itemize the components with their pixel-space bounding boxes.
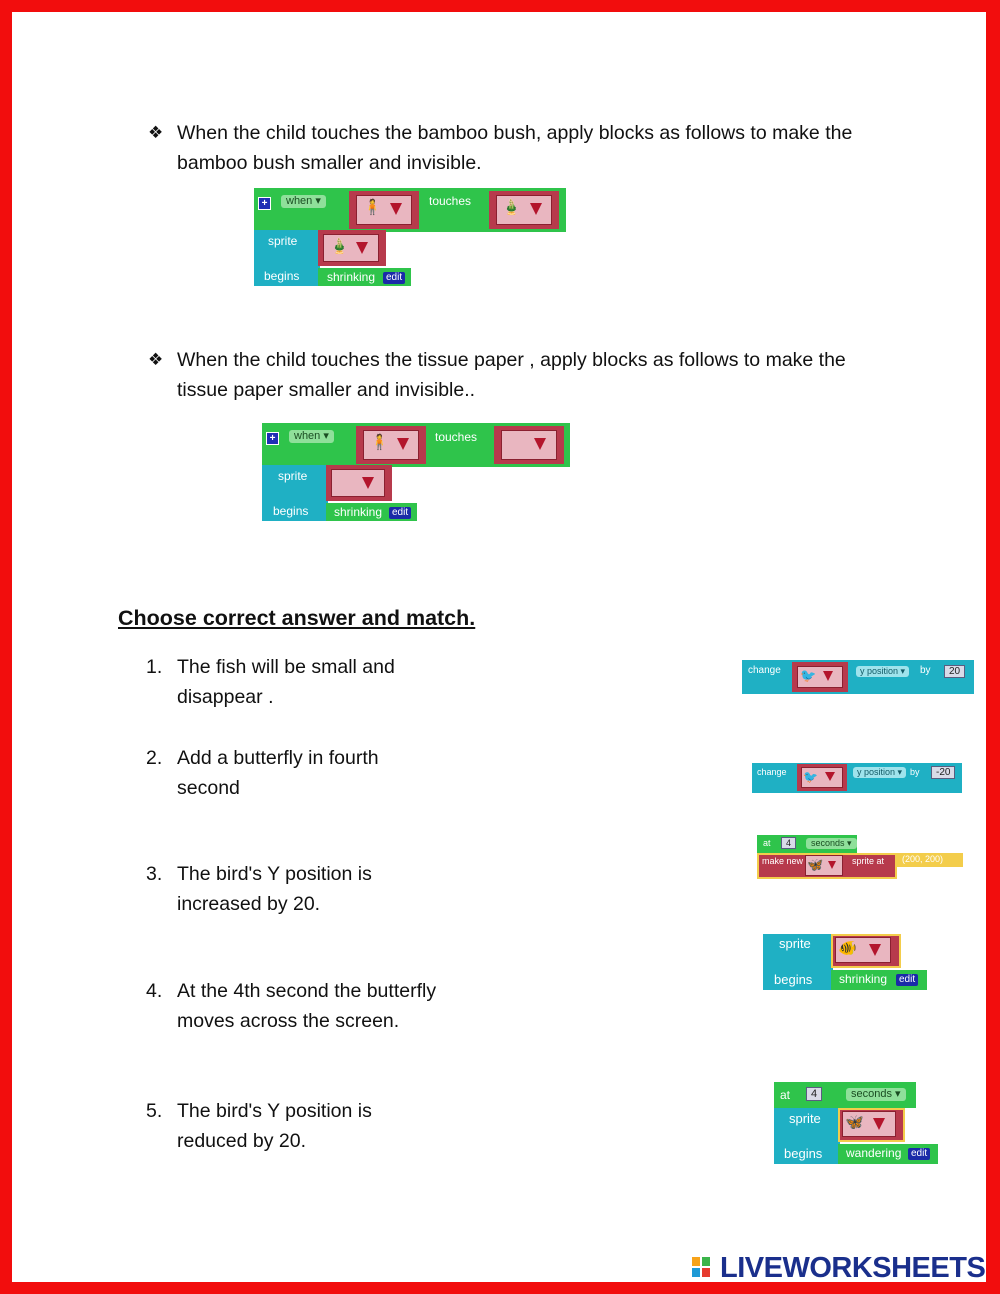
make-new-label: make new: [762, 856, 804, 866]
when-dropdown[interactable]: when ▾: [281, 195, 326, 208]
logo-square-icon: [702, 1257, 710, 1266]
at-label: at: [780, 1088, 791, 1102]
shrinking-label: shrinking: [334, 505, 383, 519]
dropdown-arrow-icon: [530, 203, 542, 215]
edit-button[interactable]: edit: [383, 272, 405, 284]
question-number: 2.: [146, 747, 163, 769]
logo-text: LIVEWORKSHEETS: [720, 1252, 986, 1284]
dropdown-arrow-icon: [356, 242, 368, 254]
coordinate-label: (200, 200): [902, 854, 944, 864]
edit-button[interactable]: edit: [908, 1148, 930, 1160]
touches-label: touches: [435, 430, 478, 444]
edit-button[interactable]: edit: [896, 974, 918, 986]
logo-square-icon: [692, 1268, 700, 1277]
edit-button[interactable]: edit: [389, 507, 411, 519]
question-text: The fish will be small and disappear .: [177, 656, 395, 708]
by-label: by: [920, 665, 931, 676]
by-label: by: [910, 767, 920, 777]
question-3: [146, 859, 446, 919]
logo-square-icon: [692, 1257, 700, 1266]
bird-sprite-icon: 🐦: [800, 668, 817, 683]
value-input[interactable]: 20: [944, 665, 965, 678]
bullet-diamond-icon: ❖: [148, 350, 164, 369]
at-label: at: [763, 838, 771, 848]
instruction-1: [148, 118, 878, 178]
value-input[interactable]: -20: [931, 766, 955, 779]
dropdown-arrow-icon: [823, 671, 833, 681]
bamboo-sprite-icon: 🎍: [502, 199, 521, 216]
bird-sprite-icon: 🐦: [803, 770, 818, 784]
dropdown-arrow-icon: [534, 438, 546, 450]
question-5: [146, 1096, 446, 1156]
logo-square-icon: [702, 1268, 710, 1277]
dropdown-arrow-icon: [825, 772, 835, 781]
question-number: 4.: [146, 980, 163, 1002]
dropdown-arrow-icon: [828, 861, 836, 869]
sprite-label: sprite: [779, 936, 811, 951]
seconds-dropdown[interactable]: seconds ▾: [806, 838, 857, 849]
add-icon[interactable]: +: [258, 197, 271, 210]
question-number: 5.: [146, 1100, 163, 1122]
question-text: The bird's Y position is increased by 20.: [177, 863, 372, 915]
dropdown-arrow-icon: [873, 1118, 885, 1130]
seconds-input[interactable]: 4: [806, 1087, 822, 1101]
question-1: [146, 652, 446, 712]
instruction-text: When the child touches the tissue paper , apply blocks as follows to make the tissue paper smaller and invisible..: [177, 349, 846, 401]
sprite-label: sprite: [268, 234, 298, 248]
begins-label: begins: [784, 1146, 823, 1161]
dropdown-arrow-icon: [869, 944, 881, 956]
dropdown-arrow-icon: [390, 203, 402, 215]
y-position-dropdown[interactable]: y position ▾: [856, 666, 909, 677]
tissue-sprite-icon: ▭: [507, 434, 522, 451]
sprite-label: sprite: [278, 469, 308, 483]
change-label: change: [757, 767, 787, 777]
when-dropdown[interactable]: when ▾: [289, 430, 334, 443]
sprite-label: sprite: [789, 1111, 821, 1126]
question-2: [146, 743, 446, 803]
seconds-input[interactable]: 4: [781, 837, 796, 849]
shrinking-label: shrinking: [839, 972, 888, 986]
instruction-text: When the child touches the bamboo bush, apply blocks as follows to make the bamboo bush smaller and invisible.: [177, 122, 853, 174]
add-icon[interactable]: +: [266, 432, 279, 445]
dropdown-arrow-icon: [397, 438, 409, 450]
begins-label: begins: [264, 269, 300, 283]
child-sprite-icon: 🧍: [370, 434, 389, 451]
dropdown-arrow-icon: [362, 477, 374, 489]
bullet-diamond-icon: ❖: [148, 123, 164, 142]
y-position-dropdown[interactable]: y position ▾: [853, 767, 906, 778]
shrinking-label: shrinking: [327, 270, 376, 284]
question-text: At the 4th second the butterfly moves across the screen.: [177, 980, 437, 1032]
bamboo-sprite-icon: 🎍: [330, 238, 349, 255]
section-heading: Choose correct answer and match.: [118, 606, 476, 630]
sprite-at-label: sprite at: [852, 856, 885, 866]
butterfly-sprite-icon: 🦋: [807, 857, 824, 872]
wandering-label: wandering: [846, 1146, 902, 1160]
touches-label: touches: [429, 194, 472, 208]
instruction-2: [148, 345, 878, 405]
fish-sprite-icon: 🐠: [838, 940, 857, 957]
begins-label: begins: [774, 972, 813, 987]
question-number: 3.: [146, 863, 163, 885]
question-text: The bird's Y position is reduced by 20.: [177, 1100, 372, 1152]
butterfly-sprite-icon: 🦋: [845, 1114, 864, 1131]
question-4: [146, 976, 446, 1036]
child-sprite-icon: 🧍: [363, 199, 382, 216]
begins-label: begins: [273, 504, 309, 518]
tissue-sprite-icon: ▭: [337, 473, 352, 490]
seconds-dropdown[interactable]: seconds ▾: [846, 1088, 906, 1101]
question-number: 1.: [146, 656, 163, 678]
question-text: Add a butterfly in fourth second: [177, 747, 379, 799]
change-label: change: [748, 665, 781, 676]
